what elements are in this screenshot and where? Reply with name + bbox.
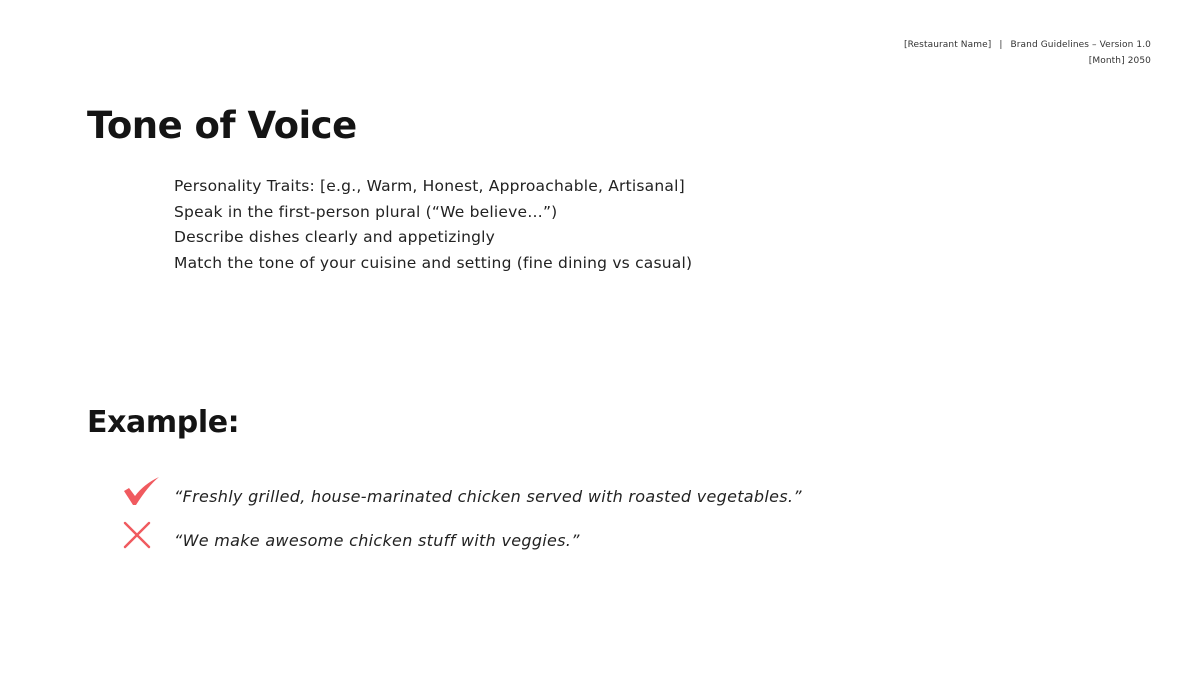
guideline-item: Personality Traits: [e.g., Warm, Honest, Approachable, Artisanal] — [174, 177, 685, 195]
example-heading: Example: — [87, 405, 240, 440]
bad-example-text: “We make awesome chicken stuff with veggies.” — [174, 530, 580, 550]
document-title: Brand Guidelines – Version 1.0 — [1010, 40, 1151, 50]
guideline-item: Speak in the first-person plural (“We believe…”) — [174, 202, 558, 221]
example-do-row — [122, 474, 802, 508]
good-example-text: “Freshly grilled, house-marinated chicken served with roasted vegetables.” — [174, 486, 802, 506]
checkmark-icon — [122, 474, 162, 508]
header-separator: | — [999, 40, 1003, 50]
example-dont-row — [122, 518, 580, 552]
guideline-item: Describe dishes clearly and appetizingly — [174, 228, 496, 246]
restaurant-name: [Restaurant Name] — [903, 40, 992, 50]
guideline-item: Match the tone of your cuisine and setting (fine dining vs casual) — [174, 253, 693, 272]
document-date: [Month] 2050 — [1088, 56, 1151, 66]
page-title: Tone of Voice — [87, 104, 357, 147]
tone-guidelines-list — [174, 174, 692, 276]
header-line-1 — [904, 37, 1151, 53]
cross-icon — [122, 518, 162, 552]
document-header — [904, 37, 1151, 69]
